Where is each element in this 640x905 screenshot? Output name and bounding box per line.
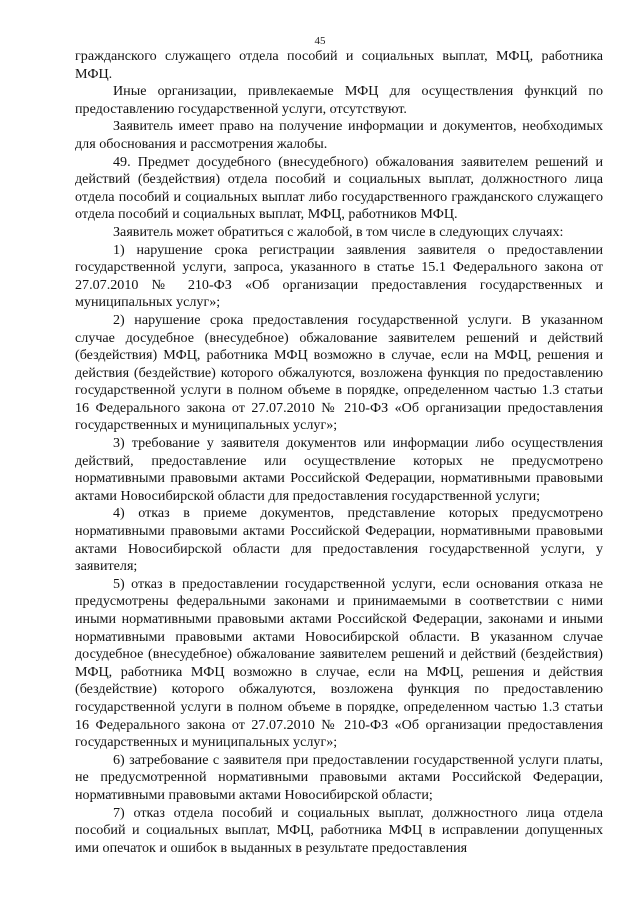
page-number: 45 xyxy=(314,35,326,47)
paragraph-49-subject: 49. Предмет досудебного (внесудебного) обжалования заявителем решений и действий (бездействия) отдела пособий и социальных выплат, должностного лица отдела пособий и социальных выплат либо государственного гражданского служащего отдела пособий и социальных выплат, МФЦ, работников МФЦ. xyxy=(75,153,603,223)
list-item-2: 2) нарушение срока предоставления государственной услуги. В указанном случае досудебное (внесудебное) обжалование заявителем решений и действий (бездействия) МФЦ, работника МФЦ возможно в случае, если на МФЦ, решения и действия (бездействие) которого обжалуются, возложена функция по предоставлению государственной услуги в полном объеме в порядке, определенном частью 1.3 статьи 16 Федерального закона от 27.07.2010 № 210-ФЗ «Об организации предоставления государственных и муниципальных услуг»; xyxy=(75,311,603,434)
list-item-7: 7) отказ отдела пособий и социальных выплат, должностного лица отдела пособий и социальных выплат, МФЦ, работника МФЦ в исправлении допущенных ими опечаток и ошибок в выданных в результате предоставления xyxy=(75,804,603,856)
list-item-4: 4) отказ в приеме документов, представление которых предусмотрено нормативными правовыми актами Российской Федерации, нормативными правовыми актами Новосибирской области для предоставления государственной услуги, у заявителя; xyxy=(75,505,603,575)
list-item-1: 1) нарушение срока регистрации заявления заявителя о предоставлении государственной услуги, запроса, указанного в статье 15.1 Федерального закона от 27.07.2010 № 210-ФЗ «Об организации предоставления государственных и муниципальных услуг»; xyxy=(75,241,603,311)
paragraph-continuation: гражданского служащего отдела пособий и социальных выплат, МФЦ, работника МФЦ. xyxy=(75,48,603,82)
list-item-6: 6) затребование с заявителя при предоставлении государственной услуги платы, не предусмотренной нормативными правовыми актами Российской Федерации, нормативными правовыми актами Новосибирской области; xyxy=(75,751,603,803)
paragraph-applicant-right: Заявитель имеет право на получение информации и документов, необходимых для обоснования и рассмотрения жалобы. xyxy=(75,118,603,152)
document-body xyxy=(75,48,603,857)
paragraph-other-organizations: Иные организации, привлекаемые МФЦ для осуществления функций по предоставлению государственной услуги, отсутствуют. xyxy=(75,83,603,117)
list-item-5: 5) отказ в предоставлении государственной услуги, если основания отказа не предусмотрены федеральными законами и принимаемыми в соответствии с ними иными нормативными правовыми актами Российской Федерации, законами и иными нормативными правовыми актами Новосибирской области. В указанном случае досудебное (внесудебное) обжалование заявителем решений и действий (бездействия) МФЦ, работника МФЦ возможно в случае, если на МФЦ, решения и действия (бездействие) которого обжалуются, возложена функция по предоставлению государственной услуги в полном объеме в порядке, определенном частью 1.3 статьи 16 Федерального закона от 27.07.2010 № 210-ФЗ «Об организации предоставления государственных и муниципальных услуг»; xyxy=(75,575,603,751)
paragraph-cases-intro: Заявитель может обратиться с жалобой, в том числе в следующих случаях: xyxy=(113,223,564,240)
list-item-3: 3) требование у заявителя документов или информации либо осуществления действий, предоставление или осуществление которых не предусмотрено нормативными правовыми актами Российской Федерации, нормативными правовыми актами Новосибирской области для предоставления государственной услуги; xyxy=(75,435,603,504)
